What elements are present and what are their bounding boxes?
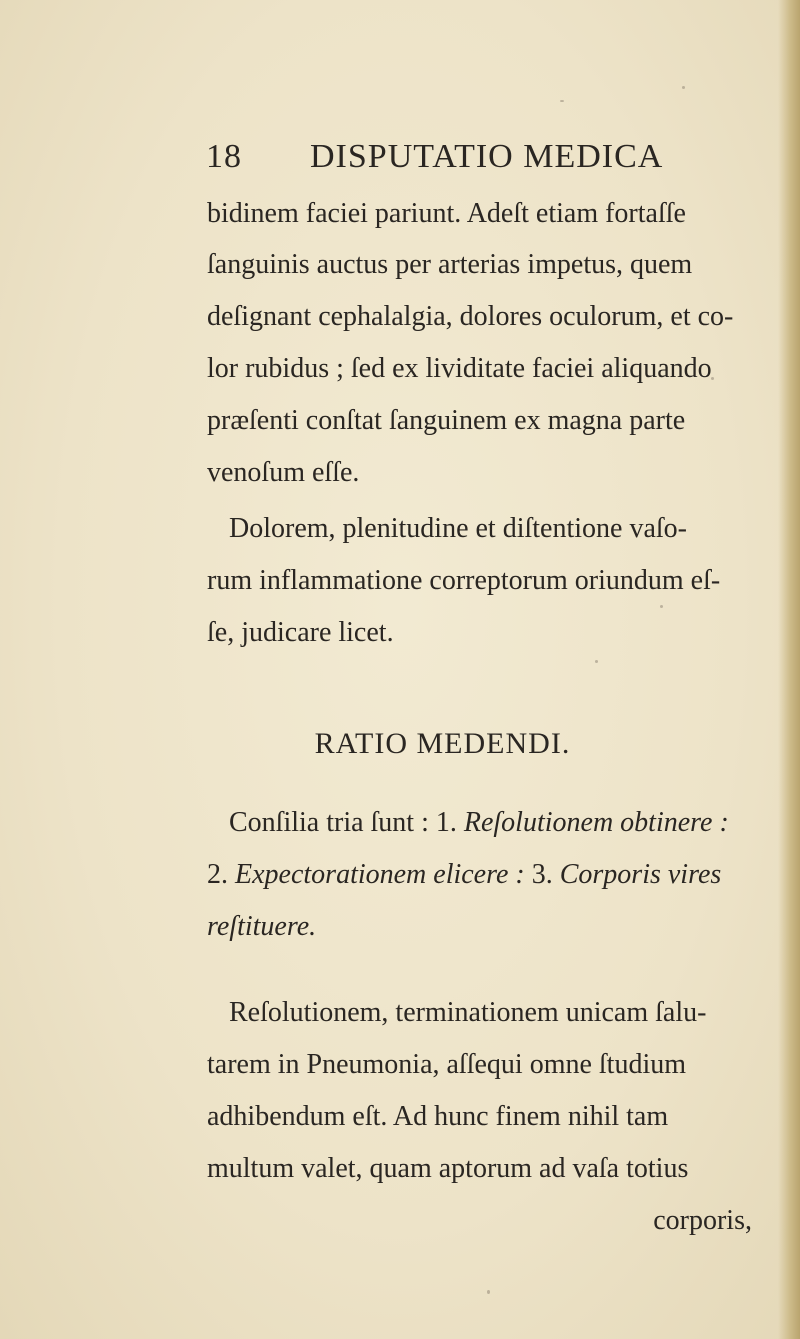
text-line: rum inflammatione correptorum oriundum eſ-	[207, 565, 721, 596]
page-number: 18	[206, 138, 242, 175]
text-line	[207, 858, 721, 892]
paper-speck	[660, 605, 663, 608]
text-run: 2.	[207, 859, 235, 890]
text-line: Dolorem, plenitudine et diſtentione vaſo-	[229, 513, 687, 544]
running-head: DISPUTATIO MEDICA	[310, 138, 664, 175]
paper-speck	[560, 100, 564, 102]
italic-text-run: Reſolutionem obtinere :	[463, 807, 729, 838]
text-line	[229, 806, 729, 840]
page-header	[206, 138, 766, 178]
text-line: venoſum eſſe.	[207, 457, 360, 488]
text-run: Conſilia tria ſunt : 1.	[229, 807, 464, 838]
page-edge-shadow	[778, 0, 800, 1339]
paper-speck	[595, 660, 598, 663]
italic-text-run: Expectorationem elicere :	[235, 859, 525, 890]
text-line: lor rubidus ; ſed ex lividitate faciei aliquando	[207, 353, 712, 384]
paper-speck	[487, 1290, 490, 1294]
italic-text-run: Corporis vires	[559, 859, 722, 890]
text-line: bidinem faciei pariunt. Adeſt etiam fortaſſe	[207, 198, 686, 229]
text-line: Reſolutionem, terminationem unicam ſalu-	[229, 997, 707, 1028]
text-line: multum valet, quam aptorum ad vaſa totius	[207, 1153, 689, 1184]
text-line: ſanguinis auctus per arterias impetus, quem	[207, 249, 693, 280]
text-line: deſignant cephalalgia, dolores oculorum, et co-	[207, 301, 734, 332]
text-line: adhibendum eſt. Ad hunc finem nihil tam	[207, 1101, 669, 1132]
text-line: tarem in Pneumonia, aſſequi omne ſtudium	[207, 1049, 687, 1080]
catchword: corporis,	[653, 1205, 752, 1236]
text-line: præſenti conſtat ſanguinem ex magna parte	[207, 405, 686, 436]
text-run: 3.	[524, 859, 560, 890]
section-heading: RATIO MEDENDI.	[314, 727, 571, 760]
paper-speck	[682, 86, 685, 89]
text-line: ſe, judicare licet.	[207, 617, 394, 648]
text-line: reſtituere.	[207, 911, 317, 942]
